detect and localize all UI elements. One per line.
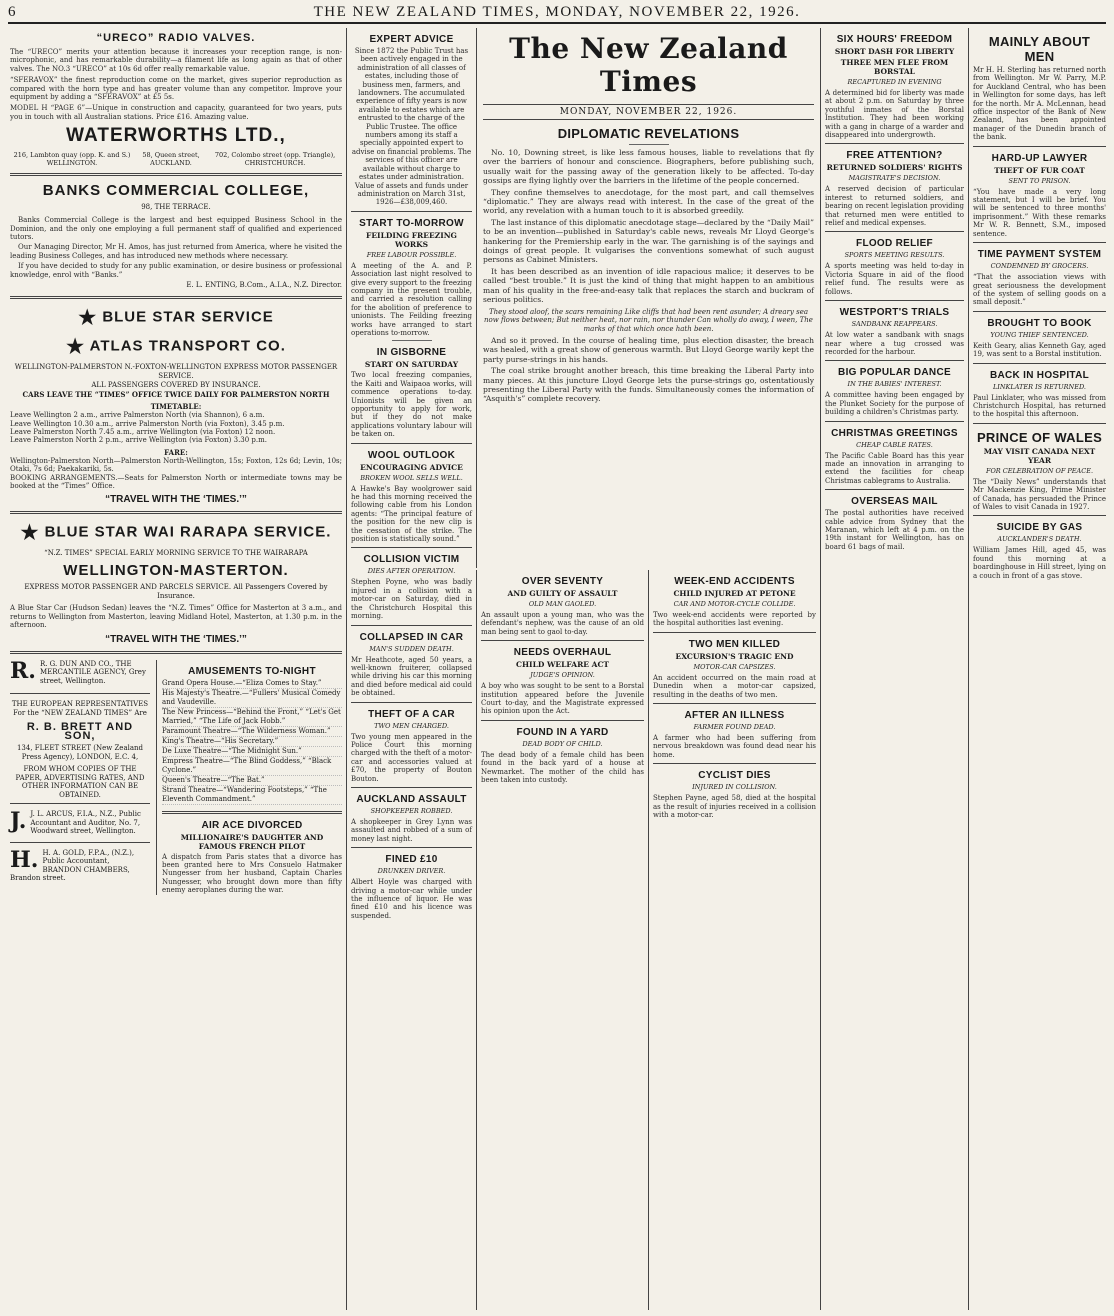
prince-text: The “Daily News” understands that Mr Mackenzie King, Prime Minister of Canada, has persuaded the Prince of Wales to visit Canada in 1927.	[973, 477, 1106, 511]
air-text: A dispatch from Paris states that a divorce has been granted here to Mrs Consuelo Hatmaker Nungesser from her husband, Captain Charles Nungesser, who brought down more than fifty enemy aeroplanes during the war.	[162, 852, 342, 895]
editorial-paragraph: They confine themselves to anecdotage, for the most part, and call themselves “diplomatic.” They are always read with interest. In the case of the great of the world, any revelation with a human touch to it is absorbed greedily.	[483, 187, 814, 216]
ureco-advert	[10, 32, 342, 167]
cyclist-heading: CYCLIST DIES	[698, 770, 771, 782]
flood-subheading: SPORTS MEETING RESULTS.	[844, 251, 945, 260]
listing-item: Empress Theatre—“The Blind Goddess,” “Black Cyclone.”	[162, 757, 342, 776]
collapsed-text: Mr Heathcote, aged 50 years, a well-known fruiterer, collapsed while driving his car this morning and died before medical aid could be obtained.	[351, 655, 472, 698]
attention-text: A reserved decision of particular interest to returned soldiers, and bearing on recent legislation providing that returned men were entitled to relief and medical expenses.	[825, 185, 964, 228]
brett-text: FROM WHOM COPIES OF THE PAPER, ADVERTISING RATES, AND OTHER INFORMATION CAN BE OBTAINED.	[15, 765, 145, 799]
tomorrow-heading: START TO-MORROW	[359, 217, 464, 229]
blue-star-title: BLUE STAR SERVICE	[102, 308, 274, 326]
model-text: MODEL H “PAGE 6”—Unique in construction and capacity, guaranteed for two years, puts you in touch with all Australian stations. Price £16. Amazing value.	[10, 104, 342, 121]
weekend-subheading-2: CAR AND MOTOR-CYCLE COLLIDE.	[673, 600, 796, 608]
payment-text: “That the association views with great seriousness the development of the system of selling goods on a small deposit.”	[973, 273, 1106, 307]
six-subheading: SHORT DASH FOR LIBERTY	[834, 47, 955, 56]
travel-slogan: “TRAVEL WITH THE ‘TIMES.’”	[105, 633, 247, 645]
cyclist-text: Stephen Payne, aged 58, died at the hospital as the result of injuries received in a collision with a motor-car.	[653, 794, 816, 820]
illness-subheading: FARMER FOUND DEAD.	[693, 723, 776, 732]
page-number: 6	[8, 3, 17, 20]
fares-text: Wellington-Palmerston North—Palmerston North-Wellington, 15s; Foxton, 12s 6d; Levin, 10s; Otaki, 7s 6d; Paekakariki, 5s.	[10, 456, 342, 474]
atlas-title: ATLAS TRANSPORT CO.	[89, 337, 286, 355]
advice-text: Since 1872 the Public Trust has been actively engaged in the administration of all classes of estates, including those of business men, farmers, and landowners. The accumulated experience of fifty years is now available to estates which are entrusted to the charge of the Public Trustee. The office numbers among its staff a specially appointed expert to advise on financial problems. The services of this officer are available without charge to estates under administration. Value of assets and funds under administration on March 31st, 1926—£38,009,460.	[351, 47, 472, 207]
banks-signature: E. L. ENTING, B.Com., A.I.A., N.Z. Director.	[186, 281, 342, 290]
welfare-subheading: CHILD WELFARE ACT	[516, 660, 609, 670]
masthead: The New Zealand Times	[509, 32, 788, 98]
collision-text: Stephen Poyne, who was badly injured in a collision with a motor-car on Saturday, died in the Christchurch Hospital this morning.	[351, 578, 472, 621]
wairarapa-subtitle: “N.Z. TIMES” SPECIAL EARLY MORNING SERVICE TO THE WAIRARAPA	[44, 549, 308, 558]
banks-paragraph: Our Managing Director, Mr H. Amos, has just returned from America, where he visited the leading Business Colleges, and has introduced new methods where necessary.	[10, 243, 342, 260]
weekend-heading: WEEK-END ACCIDENTS	[674, 576, 795, 587]
insurance-text: ALL PASSENGERS COVERED BY INSURANCE.	[91, 381, 261, 390]
advertisement-column	[6, 28, 346, 1310]
wool-text: A Hawke's Bay woolgrower said he had this morning received the following cable from his London agents: “The principal feature of the position for the new clip is the cessation of the strike. The position is statistically sound.”	[351, 484, 472, 544]
banks-title: BANKS COMMERCIAL COLLEGE,	[42, 182, 310, 200]
auckland-subheading: SHOPKEEPER ROBBED.	[370, 806, 453, 815]
six-heading: SIX HOURS' FREEDOM	[836, 34, 953, 45]
timetable-label: TIMETABLE:	[150, 402, 202, 412]
book-text: Keith Geary, alias Kenneth Gay, aged 19, was sent to a Borstal institution.	[973, 341, 1106, 359]
editorial-poem: They stood aloof, the scars remaining Like cliffs that had been rent asunder; A dreary sea now flows between; But neither heat, nor rain, nor thunder Can wholly do away, I ween, The marks of that which once hath been.	[484, 307, 813, 333]
branch-auckland: 58, Queen street, AUCKLAND.	[142, 151, 200, 168]
amusements-list	[162, 679, 342, 805]
editorial-heading: DIPLOMATIC REVELATIONS	[557, 126, 740, 141]
book-heading: BROUGHT TO BOOK	[987, 317, 1092, 329]
welfare-heading: NEEDS OVERHAUL	[513, 647, 612, 659]
blue-star-advert	[10, 305, 342, 505]
freezing-subheading: FREE LABOUR POSSIBLE.	[366, 250, 457, 259]
masterton-subtitle: EXPRESS MOTOR PASSENGER AND PARCELS SERVICE. All Passengers Covered by Insurance.	[24, 583, 328, 601]
gisborne-heading: IN GISBORNE	[376, 347, 447, 359]
travel-slogan: “TRAVEL WITH THE ‘TIMES.’”	[105, 494, 247, 506]
brett-address: 134, FLEET STREET (New Zealand Press Agency), LONDON, E.C. 4,	[16, 744, 144, 761]
news-column-2	[346, 28, 476, 1310]
payment-heading: TIME PAYMENT SYSTEM	[977, 249, 1102, 261]
editorial-paragraph: The last instance of this diplomatic anecdotage stage—declared by the “Daily Mail” to be an invention—published in Saturday's cable news, reveals Mr Lloyd George's hankering for the Premiership early in the war. The garnishing is of the sayings and doings of great people. It vulgarises the conventions somewhat of such august persons as Cabinet Ministers.	[483, 217, 814, 265]
news-column-3	[476, 570, 648, 1310]
small-adverts: R. R. G. DUN AND CO., THE MERCANTILE AGENCY, Grey street, Wellington. THE EUROPEAN REPRESENTATIVES For the “NEW ZEALAND TIMES” Are R. B. BRETT AND SON, 134, FLEET STREET (New Zealand Press Agency), LONDON, E.C. 4, FROM WHOM COPIES OF THE PAPER, ADVERTISING RATES, AND OTHER INFORMATION CAN BE OBTAINED. J. J. L. ARCUS, F.I.A., N.Z., Public Accountant and Auditor, No. 7, Woodward street, Wellington. H. H. A. GOLD, F.P.A., (N.Z.), Public Accountant, BRANDON CHAMBERS, Brandon street.	[10, 657, 149, 883]
auckland-text: A shopkeeper in Grey Lynn was assaulted and robbed of a sum of money last night.	[351, 817, 472, 843]
yard-text: The dead body of a female child has been found in the back yard of a house at Newmarket. The mother of the child has been taken into custody.	[481, 750, 644, 785]
air-heading: AIR ACE DIVORCED	[201, 819, 303, 831]
xmas-heading: CHRISTMAS GREETINGS	[831, 427, 958, 439]
star-icon: ★	[20, 522, 40, 545]
theft-heading: THEFT OF A CAR	[368, 708, 455, 720]
prince-subheading: MAY VISIT CANADA NEXT YEAR	[983, 446, 1096, 465]
news-column-4	[648, 570, 820, 1310]
welfare-text: A boy who was sought to be sent to a Borstal institution appeared before the Juvenile Court to-day, and the Magistrate expressed his opinion upon the Act.	[481, 682, 644, 716]
news-column-5	[820, 28, 968, 1310]
theft-text: Two young men appeared in the Police Court this morning charged with the theft of a motor-car and accessories valued at £70, the property of Bouton Bouton.	[351, 732, 472, 783]
brett-title: R. B. BRETT AND SON,	[26, 721, 134, 742]
about-text: Mr H. H. Sterling has returned north from Wellington. Mr W. Parry, M.P. for Auckland Central, who has been in Wellington for some days, has left for the north. Mr A. McLennan, head office inspector of the Bank of New Zealand, has been appointed manager of the Dunedin branch of the bank.	[973, 66, 1106, 142]
westport-heading: WESTPORT'S TRIALS	[839, 307, 950, 319]
overseventy-heading: OVER SEVENTY	[521, 576, 604, 587]
star-icon: ★	[78, 307, 98, 330]
arcus-advert: J. L. ARCUS, F.I.A., N.Z., Public Accountant and Auditor, No. 7, Woodward street, Wellington.	[30, 810, 141, 836]
yard-heading: FOUND IN A YARD	[516, 726, 609, 738]
editorial-paragraph: And so it proved. In the course of healing time, plus election disaster, the breach was healed, with a great show of generous warmth. But Lloyd George warily kept the party purse-strings in his hands.	[483, 336, 814, 364]
flood-text: A sports meeting was held to-day in Victoria Square in aid of the flood relief fund. The results were as follows.	[825, 262, 964, 296]
branch-wellington: 216, Lambton quay (opp. K. and S.) WELLINGTON.	[13, 151, 131, 168]
welfare-subheading-2: JUDGE'S OPINION.	[530, 671, 595, 680]
xmas-text: The Pacific Cable Board has this year made an innovation in arranging to extend the facilities for cheap Christmas cablegrams to Australia.	[825, 451, 964, 485]
editorial-paragraph: The coal strike brought another breach, this time breaking the Liberal Party into many pieces. At this juncture Lloyd George lets the purse-strings go, ostentatiously presenting the Liberal Party with the funds. Simultaneously comes the information of “Asquith's” complete recovery.	[483, 366, 814, 404]
branch-christchurch: 702, Colombo street (opp. Triangle), CHRISTCHURCH.	[214, 151, 336, 168]
freezing-heading: FEILDING FREEZING WORKS	[366, 230, 457, 249]
gisborne-subheading: START ON SATURDAY	[364, 360, 459, 370]
killed-subheading-2: MOTOR-CAR CAPSIZES.	[693, 662, 776, 671]
yard-subheading: DEAD BODY OF CHILD.	[522, 739, 603, 748]
lawyer-subheading-2: SENT TO PRISON.	[1008, 176, 1071, 185]
collision-heading: COLLISION VICTIM	[363, 554, 460, 566]
editorial-paragraph: No. 10, Downing street, is like less famous houses, liable to revelations that fly over the barriers of honour and conscience. Biographers, before publishing such, usually wait for the passing away of the generation likely to be affected. To-day gossips are flying lightly over the barriers in the lifetime of the people concerned.	[483, 148, 814, 186]
timetable-row: Leave Palmerston North 2 p.m., arrive Wellington (via Foxton) 3.30 p.m.	[10, 436, 267, 445]
theft-subheading: TWO MEN CHARGED.	[374, 721, 449, 730]
timetable-row: Leave Palmerston North 7.45 a.m., arrive Wellington (via Foxton) 12 noon.	[10, 427, 276, 436]
flood-heading: FLOOD RELIEF	[856, 238, 933, 250]
prince-subheading-2: FOR CELEBRATION OF PEACE.	[985, 466, 1094, 475]
banks-paragraph: Banks Commercial College is the largest and best equipped Business School in the Dominion, and the only one employing a full permanent staff of qualified and experienced tutors.	[10, 216, 342, 242]
listing-item: De Luxe Theatre—“The Midnight Sun.”	[162, 747, 342, 757]
booking-text: BOOKING ARRANGEMENTS.—Seats for Palmerston North or intermediate towns may be booked at the “Times” Office.	[10, 473, 342, 490]
killed-heading: TWO MEN KILLED	[688, 638, 781, 650]
illness-text: A farmer who had been suffering from nervous breakdown was found dead near his home.	[653, 734, 816, 759]
collapsed-subheading: MAN'S SUDDEN DEATH.	[369, 644, 454, 653]
listing-item: The New Princess—“Behind the Front,” “Let's Get Married,” “The Life of Jack Hobb.”	[162, 707, 341, 725]
editorial-paragraph: It has been described as an invention of idle rapacious malice; it deserves to be called “best trouble.” It is just the kind of thing that might happen to an ambitious man of his quality in the free-and-easy talk that replaces the starch and buckram of serious politics.	[483, 266, 814, 305]
dateline: MONDAY, NOVEMBER 22, 1926.	[483, 104, 814, 120]
hospital-subheading: LINKLATER IS RETURNED.	[992, 382, 1087, 391]
cyclist-subheading: INJURED IN COLLISION.	[692, 783, 777, 792]
air-subheading: MILLIONAIRE'S DAUGHTER AND FAMOUS FRENCH PILOT	[180, 832, 324, 851]
six-text: A determined bid for liberty was made at about 2 p.m. on Saturday by three youthful inmates of the Borstal Institution. They had been working with a gang in charge of a warder and disappeared into undergrowth.	[825, 89, 964, 140]
sferavox-text: “SFERAVOX” the finest reproduction come on the market, gives superior reproduction as compared with the horn type and has greater volume than any competitor. Improve your equipment by adding a “SFERAVOX” at £5 5s.	[10, 76, 342, 102]
illness-heading: AFTER AN ILLNESS	[684, 710, 785, 722]
attention-heading: FREE ATTENTION?	[846, 150, 943, 162]
six-subheading-2: THREE MEN FLEE FROM BORSTAL	[840, 58, 949, 76]
fined-subheading: DRUNKEN DRIVER.	[377, 867, 446, 876]
listing-item: His Majesty's Theatre.—“Fullers' Musical Comedy and Vaudeville.	[162, 688, 341, 706]
killed-subheading: EXCURSION'S TRAGIC END	[675, 651, 794, 661]
wool-subheading: ENCOURAGING ADVICE	[360, 462, 463, 472]
wairarapa-title: BLUE STAR WAI RARAPA SERVICE.	[44, 523, 332, 541]
fares-label: FARE:	[164, 447, 188, 457]
gas-text: William James Hill, aged 45, was found this morning at a boardinghouse in Hill street, lying on a couch in front of a gas stove.	[973, 546, 1106, 580]
masterton-title: WELLINGTON-MASTERTON.	[63, 562, 289, 580]
gold-advert: H. A. GOLD, F.P.A., (N.Z.), Public Accountant, BRANDON CHAMBERS, Brandon street.	[10, 848, 135, 883]
ureco-title: “URECO” RADIO VALVES.	[96, 32, 256, 44]
xmas-subheading: CHEAP CABLE RATES.	[856, 440, 933, 449]
page-folio	[8, 2, 1106, 24]
europe-heading: THE EUROPEAN REPRESENTATIVES For the “NEW ZEALAND TIMES” Are	[11, 700, 149, 717]
cars-text: CARS LEAVE THE “TIMES” OFFICE TWICE DAILY FOR PALMERSTON NORTH	[22, 390, 330, 400]
prince-heading: PRINCE OF WALES	[976, 429, 1103, 445]
gisborne-text: Two local freezing companies, the Kaiti and Waipaoa works, will commence operations to-day. Unionists will be given an opportunity to apply for work, but if they do not make applications voluntary labour will be taken on.	[351, 371, 472, 439]
attention-subheading: RETURNED SOLDIERS' RIGHTS	[826, 163, 963, 173]
overseventy-subheading: AND GUILTY OF ASSAULT	[507, 589, 618, 598]
killed-text: An accident occurred on the main road at Dunedin when a motor-car capsized, resulting in the deaths of two men.	[653, 673, 816, 699]
dun-advert: R. G. DUN AND CO., THE MERCANTILE AGENCY, Grey street, Wellington.	[39, 659, 146, 685]
timetable-row: Leave Wellington 2 a.m., arrive Palmerston North (via Shannon), 6 a.m.	[10, 411, 265, 420]
overseventy-subheading-2: OLD MAN GAOLED.	[528, 600, 597, 608]
payment-subheading: CONDEMNED BY GROCERS.	[990, 262, 1089, 271]
news-column-6	[968, 28, 1110, 1310]
six-subheading-3: RECAPTURED IN EVENING	[847, 78, 942, 86]
wairarapa-advert	[10, 520, 342, 644]
mail-text: The postal authorities have received cable advice from Sydney that the Maranan, which left at 4 p.m. on the 19th instant for Wellington, has on board 61 bags of mail.	[825, 509, 964, 551]
banks-address: 98, THE TERRACE.	[141, 203, 211, 212]
timetable-row: Leave Wellington 10.30 a.m., arrive Palmerston North (via Foxton), 3.45 p.m.	[10, 419, 285, 428]
banks-advert	[10, 182, 342, 290]
wool-subheading-2: BROKEN WOOL SELLS WELL.	[360, 473, 463, 482]
westport-subheading: SANDBANK REAPPEARS.	[851, 320, 938, 329]
advice-heading: EXPERT ADVICE	[369, 34, 454, 45]
westport-text: At low water a sandbank with snags near where a tug crossed was recorded for the harbour.	[825, 331, 964, 356]
folio-title: THE NEW ZEALAND TIMES, MONDAY, NOVEMBER 22, 1926.	[313, 3, 801, 20]
wool-heading: WOOL OUTLOOK	[367, 449, 456, 461]
listing-item: King's Theatre—“His Secretary.”	[162, 737, 342, 747]
ureco-text: The “URECO” merits your attention because it increases your reception range, is non-microphonic, and has remarkable durability—a filament life as long again as that of other valves. The NO.3 “URECO” at 10s 6d offer really remarkable value.	[10, 48, 342, 73]
lawyer-subheading: THEFT OF FUR COAT	[994, 165, 1085, 175]
auckland-heading: AUCKLAND ASSAULT	[356, 793, 467, 805]
book-subheading: YOUNG THIEF SENTENCED.	[990, 330, 1089, 339]
hospital-heading: BACK IN HOSPITAL	[989, 369, 1090, 381]
lawyer-heading: HARD-UP LAWYER	[991, 152, 1088, 164]
mail-heading: OVERSEAS MAIL	[851, 496, 938, 508]
listing-item: Grand Opera House.—“Eliza Comes to Stay.”	[162, 679, 342, 689]
dance-heading: BIG POPULAR DANCE	[838, 367, 951, 379]
banks-paragraph: If you have decided to study for any public examination, or desire business or professional knowledge, enrol with “Banks.”	[10, 262, 342, 279]
weekend-subheading: CHILD INJURED AT PETONE	[673, 589, 796, 598]
listing-item: Paramount Theatre—“The Wilderness Woman.”	[162, 727, 342, 737]
freezing-text: A meeting of the A. and P. Association last night resolved to give every support to the freezing company in the present trouble, and carried a resolution calling for the abolition of preference to unionists. The Feilding freezing works have arranged to start operations to-morrow.	[351, 261, 472, 337]
overseventy-text: An assault upon a young man, who was the defendant's nephew, was the cause of an old man being sent to gaol to-day.	[481, 611, 644, 636]
gas-subheading: AUCKLANDER'S DEATH.	[997, 535, 1082, 544]
fined-text: Albert Hoyle was charged with driving a motor-car while under the influence of liquor. He was fined £10 and his licence was suspended.	[351, 878, 472, 920]
about-heading: MAINLY ABOUT MEN	[988, 34, 1091, 64]
hospital-text: Paul Linklater, who was missed from Christchurch Hospital, has returned to the hospital this afternoon.	[973, 393, 1106, 419]
editorial-section	[476, 28, 820, 568]
collapsed-heading: COLLAPSED IN CAR	[359, 631, 464, 643]
star-icon: ★	[66, 336, 86, 359]
weekend-text: Two week-end accidents were reported by the hospital authorities last evening.	[653, 611, 816, 628]
collision-subheading: DIES AFTER OPERATION.	[367, 567, 456, 576]
waterworths-title: WATERWORTHS LTD.,	[66, 125, 286, 147]
attention-subheading-2: MAGISTRATE'S DECISION.	[848, 174, 941, 183]
dance-subheading: IN THE BABIES' INTEREST.	[847, 380, 942, 389]
dance-text: A committee having been engaged by the Plunket Society for the purpose of building a children's Christmas party.	[825, 391, 964, 417]
lawyer-text: “You have made a very long statement, but I will be brief. You will be sentenced to three months' imprisonment.” With these remarks Mr W. R. Bennett, S.M., imposed sentence.	[973, 187, 1106, 238]
amusements-heading: AMUSEMENTS TO-NIGHT	[188, 665, 316, 677]
masterton-text: A Blue Star Car (Hudson Sedan) leaves the “N.Z. Times” Office for Masterton at 3 a.m., and returns to Wellington from Masterton, leaving Midland Hotel, Masterton, at 1.30 p.m. in the afternoon.	[10, 604, 342, 630]
listing-item: Queen's Theatre—“The Bat.”	[162, 776, 342, 786]
listing-item: Strand Theatre—“Wandering Footsteps,” “The Eleventh Commandment.”	[162, 786, 342, 805]
branch-list	[10, 151, 342, 167]
route-text: WELLINGTON-PALMERSTON N.-FOXTON-WELLINGTON EXPRESS MOTOR PASSENGER SERVICE.	[14, 363, 338, 381]
fined-heading: FINED £10	[385, 854, 438, 866]
gas-heading: SUICIDE BY GAS	[996, 522, 1083, 534]
